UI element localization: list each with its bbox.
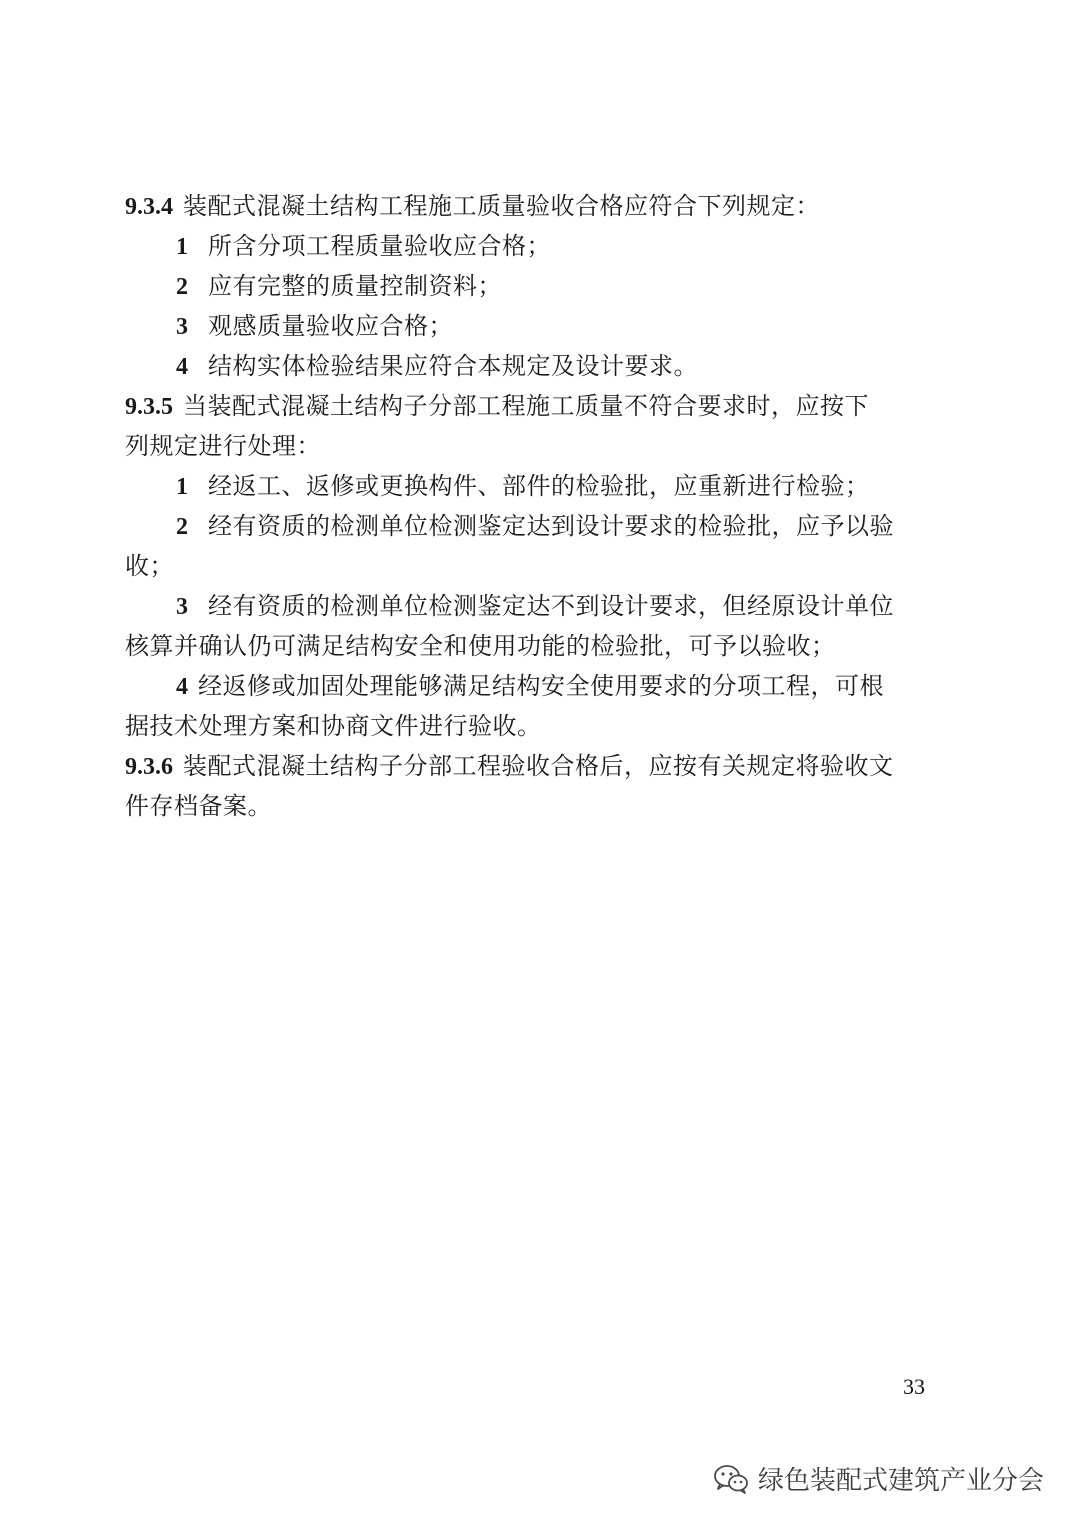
item-number: 1 xyxy=(176,474,188,500)
item-number: 4 xyxy=(176,354,188,380)
item-text: 据技术处理方案和协商文件进行验收。 xyxy=(125,712,542,740)
section-text: 件存档备案。 xyxy=(125,792,272,820)
section-text: 装配式混凝土结构子分部工程验收合格后，应按有关规定将验收文 xyxy=(183,752,894,780)
section-9-3-5-heading xyxy=(125,386,922,426)
list-item xyxy=(125,226,922,266)
item-text-continuation xyxy=(125,706,922,746)
list-item xyxy=(125,586,922,626)
section-text-continuation xyxy=(125,786,922,826)
section-9-3-6-heading xyxy=(125,746,922,786)
item-text: 经返工、返修或更换构件、部件的检验批，应重新进行检验； xyxy=(208,472,870,500)
section-text: 列规定进行处理： xyxy=(125,432,321,460)
item-text: 收； xyxy=(125,552,174,580)
list-item xyxy=(125,666,922,706)
list-item xyxy=(125,306,922,346)
item-text: 经有资质的检测单位检测鉴定达到设计要求的检验批，应予以验 xyxy=(208,512,894,540)
item-text: 所含分项工程质量验收应合格； xyxy=(208,232,551,260)
section-number: 9.3.4 xyxy=(125,194,173,220)
document-body xyxy=(125,186,922,826)
item-number: 2 xyxy=(176,274,188,300)
list-item xyxy=(125,506,922,546)
item-text-continuation xyxy=(125,546,922,586)
item-number: 3 xyxy=(176,314,188,340)
item-number: 2 xyxy=(176,514,188,540)
footer-watermark xyxy=(712,1460,1044,1497)
item-number: 3 xyxy=(176,594,188,620)
page-number: 33 xyxy=(903,1374,925,1399)
section-text-continuation xyxy=(125,426,922,466)
item-text: 结构实体检验结果应符合本规定及设计要求。 xyxy=(208,352,698,380)
item-text: 经有资质的检测单位检测鉴定达不到设计要求，但经原设计单位 xyxy=(208,592,894,620)
item-text: 观感质量验收应合格； xyxy=(208,312,453,340)
section-text: 当装配式混凝土结构子分部工程施工质量不符合要求时，应按下 xyxy=(183,392,869,420)
item-text: 核算并确认仍可满足结构安全和使用功能的检验批，可予以验收； xyxy=(125,632,836,660)
section-text: 装配式混凝土结构工程施工质量验收合格应符合下列规定： xyxy=(183,192,820,220)
list-item xyxy=(125,466,922,506)
section-9-3-4-heading xyxy=(125,186,922,226)
item-text: 应有完整的质量控制资料； xyxy=(208,272,502,300)
section-number: 9.3.6 xyxy=(125,754,173,780)
section-number: 9.3.5 xyxy=(125,394,173,420)
wechat-icon xyxy=(712,1463,750,1495)
footer-text: 绿色装配式建筑产业分会 xyxy=(757,1466,1044,1496)
item-text-continuation xyxy=(125,626,922,666)
list-item xyxy=(125,266,922,306)
item-number: 4 xyxy=(176,674,188,700)
item-number: 1 xyxy=(176,234,188,260)
list-item xyxy=(125,346,922,386)
item-text: 经返修或加固处理能够满足结构安全使用要求的分项工程，可根 xyxy=(198,672,884,700)
